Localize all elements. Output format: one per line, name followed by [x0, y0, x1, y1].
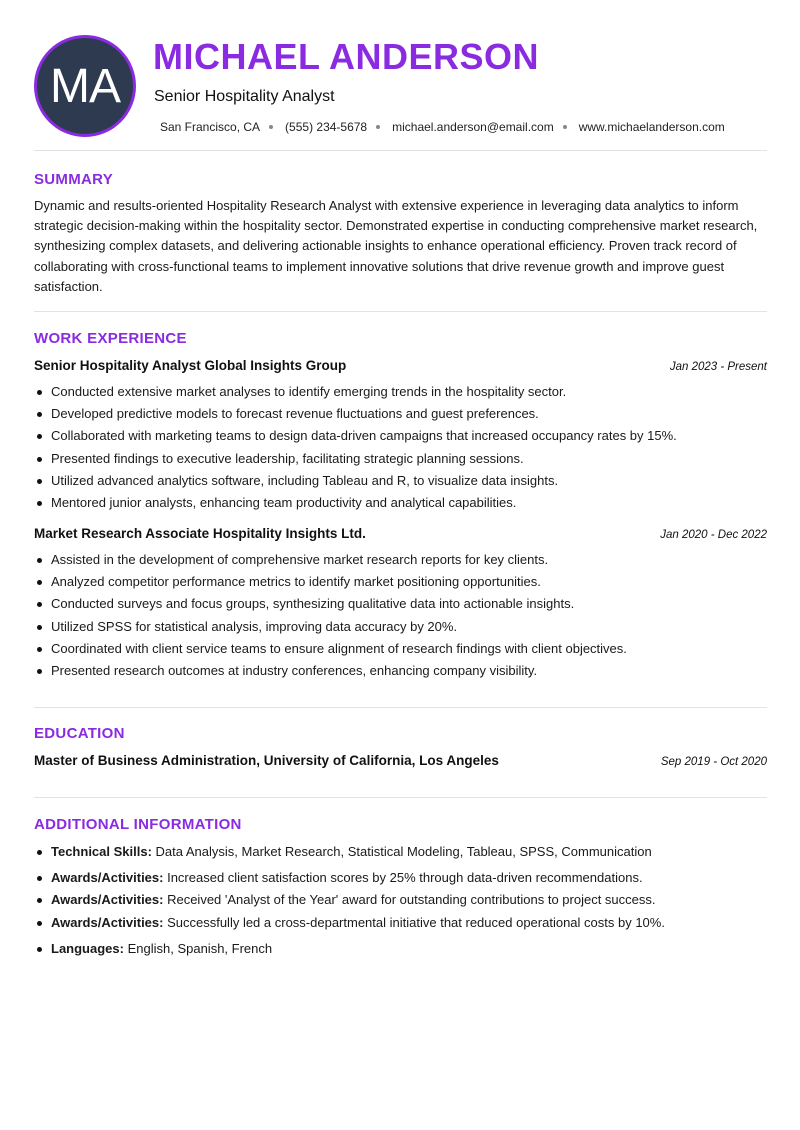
item-label: Languages: — [51, 940, 124, 956]
job-header — [34, 526, 767, 541]
list-item: Developed predictive models to forecast revenue fluctuations and guest preferences. — [34, 403, 767, 425]
contact-line — [160, 120, 725, 134]
education-dates: Sep 2019 - Oct 2020 — [660, 756, 767, 768]
list-item: Presented research outcomes at industry conferences, enhancing company visibility. — [34, 660, 767, 682]
list-item: Assisted in the development of comprehensive market research reports for key clients. — [34, 549, 767, 571]
list-item: Mentored junior analysts, enhancing team productivity and analytical capabilities. — [34, 492, 767, 514]
item-label: Awards/Activities: — [51, 892, 164, 908]
item-text: Increased client satisfaction scores by 25% through data-driven recommendations. — [163, 869, 643, 885]
education-entry — [34, 753, 767, 768]
summary-text: Dynamic and results-oriented Hospitality Research Analyst with extensive experience in leveraging data analytics to inform strategic decision-making within the hospitality sector. Demonstrated expertise in conducting comprehensive market research, synthesizing complex datasets, and delivering actionable insights to enhance operational efficiency. Proven track record of collaborating with cross-functional teams to implement innovative solutions that drive revenue growth and improve guest satisfaction. — [34, 198, 758, 294]
additional-info-list — [34, 841, 767, 961]
item-text: Received 'Analyst of the Year' award for outstanding contributions to project success. — [163, 892, 656, 908]
job-dates: Jan 2020 - Dec 2022 — [660, 529, 767, 541]
job-role: Market Research Associate Hospitality Insights Ltd. — [34, 526, 366, 541]
job-bullets — [34, 549, 767, 682]
list-item: Conducted surveys and focus groups, synthesizing qualitative data into actionable insights. — [34, 593, 767, 615]
item-label: Awards/Activities: — [51, 915, 164, 931]
list-item — [34, 938, 767, 961]
list-item: Coordinated with client service teams to ensure alignment of research findings with client objectives. — [34, 638, 767, 660]
separator-dot — [269, 125, 273, 129]
avatar-initials: MA — [50, 59, 120, 113]
education-degree: Master of Business Administration, University of California, Los Angeles — [34, 753, 499, 768]
list-item — [34, 889, 767, 912]
list-item: Utilized advanced analytics software, including Tableau and R, to visualize data insights. — [34, 470, 767, 492]
list-item: Analyzed competitor performance metrics to identify market positioning opportunities. — [34, 571, 767, 593]
item-label: Technical Skills: — [51, 844, 152, 859]
job-header — [34, 358, 767, 373]
job-bullets — [34, 381, 767, 514]
contact-email[interactable]: michael.anderson@email.com — [392, 120, 554, 134]
item-label: Awards/Activities: — [51, 869, 164, 885]
contact-phone: (555) 234-5678 — [285, 120, 368, 134]
list-item: Conducted extensive market analyses to identify emerging trends in the hospitality sector. — [34, 381, 767, 403]
candidate-title: Senior Hospitality Analyst — [154, 88, 335, 105]
work-experience-heading: WORK EXPERIENCE — [34, 330, 187, 347]
list-item — [34, 912, 767, 935]
divider — [34, 311, 767, 312]
candidate-name: MICHAEL ANDERSON — [153, 36, 540, 77]
job-dates: Jan 2023 - Present — [669, 361, 767, 373]
list-item: Collaborated with marketing teams to design data-driven campaigns that increased occupancy rates by 15%. — [34, 425, 767, 447]
job-role: Senior Hospitality Analyst Global Insights Group — [34, 358, 347, 373]
avatar — [34, 35, 136, 137]
list-item — [34, 867, 767, 890]
divider — [34, 150, 767, 151]
item-text: English, Spanish, French — [123, 940, 273, 956]
separator-dot — [376, 125, 380, 129]
divider — [34, 797, 767, 798]
divider — [34, 707, 767, 708]
item-text: Data Analysis, Market Research, Statistical Modeling, Tableau, SPSS, Communication — [151, 844, 652, 859]
item-text: Successfully led a cross-departmental initiative that reduced operational costs by 10%. — [163, 915, 665, 931]
list-item: Utilized SPSS for statistical analysis, improving data accuracy by 20%. — [34, 616, 767, 638]
contact-website[interactable]: www.michaelanderson.com — [578, 120, 725, 134]
education-heading: EDUCATION — [34, 725, 125, 742]
contact-location: San Francisco, CA — [160, 120, 261, 134]
summary-heading: SUMMARY — [34, 171, 114, 188]
separator-dot — [563, 125, 567, 129]
list-item: Presented findings to executive leadership, facilitating strategic planning sessions. — [34, 448, 767, 470]
list-item — [34, 841, 767, 864]
additional-info-heading: ADDITIONAL INFORMATION — [34, 816, 242, 833]
